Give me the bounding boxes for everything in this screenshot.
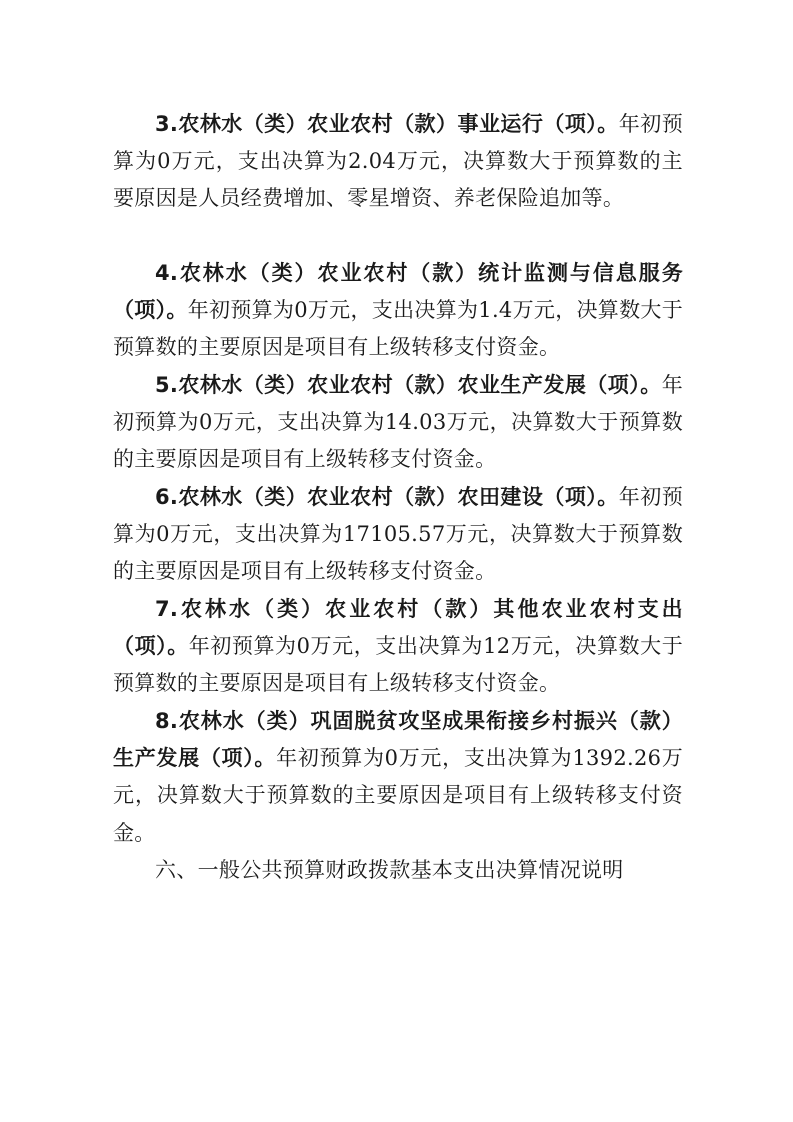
paragraph-body: 年初预算为0万元，支出决算为1392.26万元，决算数大于预算数的主要原因是项目有上级转移支付资金。: [113, 746, 683, 845]
paragraph-item-7: [113, 591, 683, 703]
paragraph-body: 年初预算为0万元，支出决算为2.04万元，决算数大于预算数的主要原因是人员经费增加、零星增资、养老保险追加等。: [113, 112, 683, 211]
paragraph-heading: 4.农林水（类）农业农村（款）统计监测与信息服务（项）。: [113, 261, 683, 323]
paragraph-heading: 6.农林水（类）农业农村（款）农田建设（项）。: [155, 485, 619, 509]
paragraph-item-4: [113, 255, 683, 367]
section-title: 六、一般公共预算财政拨款基本支出决算情况说明: [155, 858, 624, 882]
paragraph-item-8: [113, 703, 683, 852]
paragraph-body: 年初预算为0万元，支出决算为17105.57万元，决算数大于预算数的主要原因是项目有上级转移支付资金。: [113, 485, 683, 584]
paragraph-heading: 5.农林水（类）农业农村（款）农业生产发展（项）。: [155, 373, 662, 397]
paragraph-heading: 3.农林水（类）农业农村（款）事业运行（项）。: [155, 112, 619, 136]
paragraph-heading: 7.农林水（类）农业农村（款）其他农业农村支出（项）。: [113, 597, 683, 659]
paragraph-item-6: [113, 479, 683, 591]
paragraph-heading: 8.农林水（类）巩固脱贫攻坚成果衔接乡村振兴（款）生产发展（项）。: [113, 709, 683, 771]
paragraph-body: 年初预算为0万元，支出决算为1.4万元，决算数大于预算数的主要原因是项目有上级转移支付资金。: [113, 298, 684, 360]
paragraph-item-5: [113, 367, 683, 479]
paragraph-body: 年初预算为0万元，支出决算为14.03万元，决算数大于预算数的主要原因是项目有上级转移支付资金。: [113, 373, 683, 472]
paragraph-body: 年初预算为0万元，支出决算为12万元，决算数大于预算数的主要原因是项目有上级转移支付资金。: [113, 634, 683, 696]
paragraph-item-3: [113, 106, 683, 218]
